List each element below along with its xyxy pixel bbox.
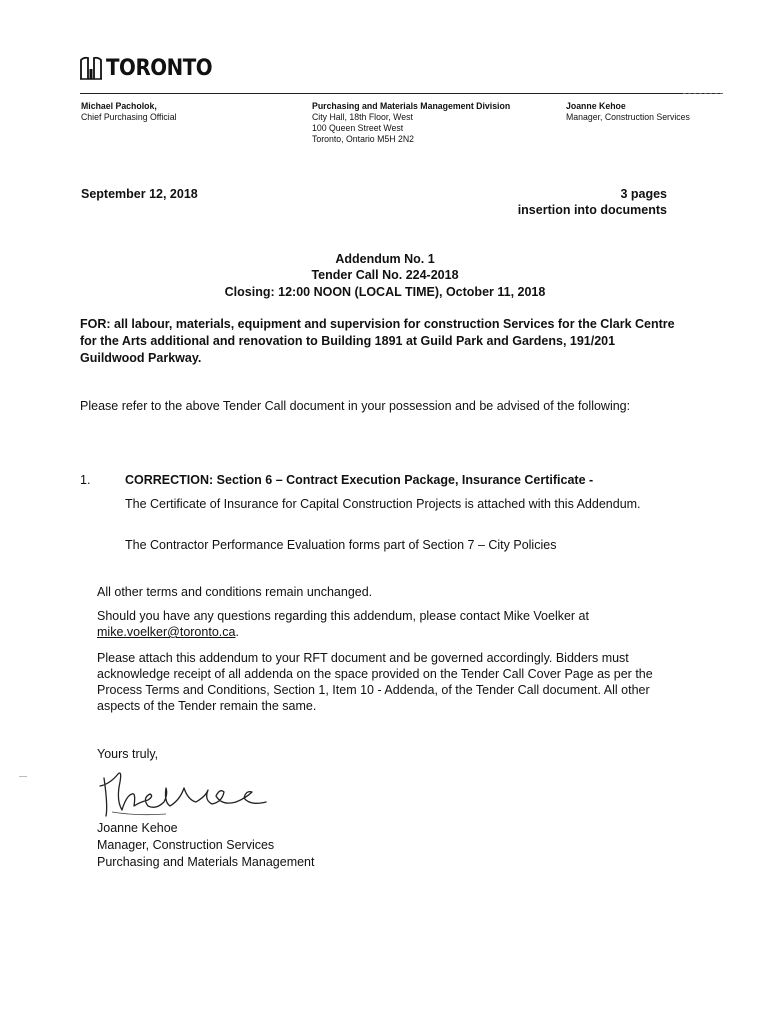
item-number: 1. — [80, 473, 91, 487]
manager-name: Joanne Kehoe — [566, 101, 626, 112]
address-line-3: Toronto, Ontario M5H 2N2 — [312, 134, 415, 145]
letterhead-divider-dashes — [683, 93, 723, 94]
address-line-2: 100 Queen Street West — [312, 123, 404, 134]
closing-time: Closing: 12:00 NOON (LOCAL TIME), October 11, 2018 — [224, 285, 546, 299]
intro-paragraph: Please refer to the above Tender Call document in your possession and be advised of the following: — [80, 399, 631, 413]
scope-paragraph: FOR: all labour, materials, equipment and supervision for construction Services for the Clark Centre for the Arts additional and renovation to Building 1891 at Guild Park and Gardens, 191/201 Guildwood Parkway. — [80, 317, 675, 365]
tender-call-number: Tender Call No. 224-2018 — [311, 268, 459, 282]
email-period: . — [235, 625, 239, 639]
signatory-name: Joanne Kehoe — [97, 821, 178, 835]
handwritten-signature — [96, 766, 276, 822]
chief-official-name: Michael Pacholok, — [81, 101, 157, 112]
margin-mark — [19, 776, 27, 777]
manager-title: Manager, Construction Services — [566, 112, 690, 123]
item-heading: CORRECTION: Section 6 – Contract Execution Package, Insurance Certificate - — [125, 473, 594, 487]
letterhead-middle — [312, 101, 510, 145]
item-paragraph-2: The Contractor Performance Evaluation forms part of Section 7 – City Policies — [125, 538, 557, 552]
questions-paragraph — [97, 608, 667, 640]
logo-wordmark: TORONTO — [106, 56, 213, 81]
attach-paragraph: Please attach this addendum to your RFT document and be governed accordingly. Bidders must acknowledge receipt of all addenda on the space provided on the Tender Call Cover Page as per the Process Terms and Conditions, Section 1, Item 10 - Addenda, of the Tender Call document. All other aspects of the Tender remain the same. — [97, 651, 653, 713]
letterhead-right — [566, 101, 690, 123]
address-line-1: City Hall, 18th Floor, West — [312, 112, 413, 123]
salutation: Yours truly, — [97, 747, 159, 761]
questions-text: Should you have any questions regarding this addendum, please contact Mike Voelker at — [97, 609, 589, 623]
insertion-note: insertion into documents — [517, 203, 667, 217]
addendum-number: Addendum No. 1 — [335, 252, 435, 266]
terms-paragraph: All other terms and conditions remain unchanged. — [97, 585, 373, 599]
contact-email-link[interactable]: mike.voelker@toronto.ca — [97, 625, 236, 639]
item-paragraph-1: The Certificate of Insurance for Capital Construction Projects is attached with this Addendum. — [125, 497, 641, 511]
signatory-title: Manager, Construction Services — [97, 838, 275, 852]
letter-date: September 12, 2018 — [81, 187, 198, 201]
division-name: Purchasing and Materials Management Division — [312, 101, 511, 112]
letterhead-divider — [80, 93, 720, 94]
page-count: 3 pages — [620, 187, 667, 201]
city-hall-icon — [80, 56, 102, 80]
signatory-department: Purchasing and Materials Management — [97, 855, 315, 869]
chief-official-title: Chief Purchasing Official — [81, 112, 177, 123]
city-logo — [80, 56, 224, 80]
letterhead-left — [81, 101, 177, 123]
